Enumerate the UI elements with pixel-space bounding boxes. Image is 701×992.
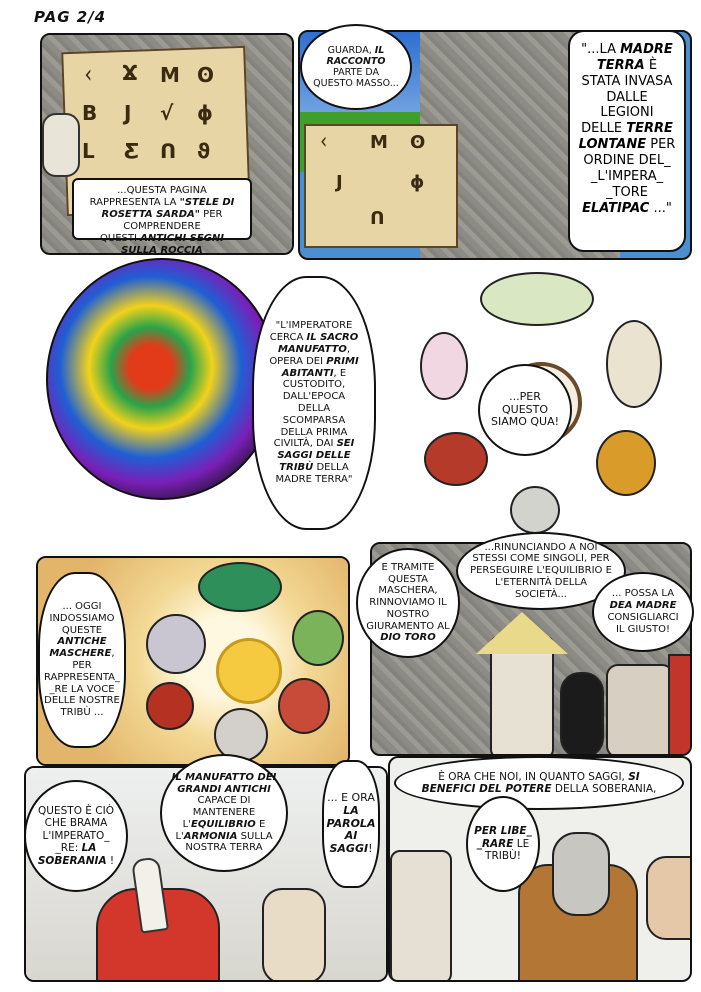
speech-bubble-parola-ai-saggi: ... E ORA LA PAROLA AI SAGGI!: [322, 760, 380, 888]
sage-right: [606, 664, 674, 756]
glyph-3: M: [160, 63, 180, 87]
glyph-f: ᑎ: [370, 208, 385, 229]
glyph-d: J: [336, 172, 343, 193]
mask-bottom: [510, 486, 560, 534]
glyph-4: ʘ: [197, 63, 215, 87]
glyph-11: ᑎ: [160, 139, 177, 163]
sun-center: [216, 638, 282, 704]
glyph-7: √: [160, 101, 174, 125]
glyph-1: ᚲ: [82, 63, 94, 87]
mask-left: [420, 332, 468, 400]
glyph-b: M: [370, 132, 388, 153]
speech-bubble-manufatto: IL MANUFATTO DEI GRANDI ANTICHI CAPACE DI MANTENERE L'EQUILIBRIO E L'ARMONIA SULLA NOSTRA TERRA: [160, 754, 288, 872]
glyph-10: Ƹ: [124, 139, 140, 163]
mask-left-red: [146, 614, 206, 674]
glyph-a: ᚲ: [318, 132, 329, 153]
page-number: PAG 2/4: [34, 8, 107, 26]
mask-right: [606, 320, 662, 408]
sage-hat-left: [390, 850, 452, 982]
mask-top: [480, 272, 594, 326]
glyph-e: ϕ: [410, 172, 425, 193]
glyph-6: J: [124, 101, 132, 125]
mask-lower-right-red: [278, 678, 330, 734]
speech-bubble-dea-madre: ... POSSA LA DEA MADRE CONSIGLIARCI IL GIUSTO!: [592, 572, 694, 652]
mask-lower-left-red: [146, 682, 194, 730]
sage-left-hat: [476, 612, 568, 654]
speech-bubble-benefici: È ORA CHE NOI, IN QUANTO SAGGI, SI BENEFICI DEL POTERE DELLA SOBERANIA,: [394, 756, 684, 810]
speech-bubble-soberania: QUESTO È CIÒ CHE BRAMA L'IMPERATO_ _RE: LA SOBERANIA !: [24, 780, 128, 892]
bird-mask-right: [646, 856, 692, 940]
sage-dark: [560, 672, 604, 756]
speech-bubble-per-questo: ...PER QUESTO SIAMO QUA!: [478, 364, 572, 456]
speech-bubble-liberare: PER LIBE_ _RARE LE TRIBÙ!: [466, 796, 540, 892]
speech-bubble-oggi: ... OGGI INDOSSIAMO QUESTE ANTICHE MASCHERE, PER RAPPRESENTA_ _RE LA VOCE DELLE NOSTRE TRIBÙ ...: [38, 572, 126, 748]
mask-right-green: [292, 610, 344, 666]
mask-lower-left: [424, 432, 488, 486]
glyph-8: ϕ: [197, 101, 213, 125]
speech-bubble-guarda: GUARDA, IL RACCONTO PARTE DA QUESTO MASSO...: [300, 24, 412, 110]
panel-3-vision-circle: [46, 258, 278, 500]
speech-bubble-rinunciando: ...RINUNCIANDO A NOI STESSI COME SINGOLI, PER PERSEGUIRE L'EQUILIBRIO E L'ETERNITÀ DELLA SOCIETÀ...: [456, 532, 626, 610]
glyph-12: ϑ: [197, 139, 211, 163]
face-mask-center: [552, 832, 610, 916]
glyph-5: B: [82, 101, 98, 125]
glyph-2: Ϫ: [122, 61, 138, 85]
red-garment: [668, 654, 692, 756]
sage-left: [490, 636, 554, 756]
glyph-c: ʘ: [410, 132, 426, 153]
mask-figure-right: [262, 888, 326, 982]
speech-bubble-tramite: E TRAMITE QUESTA MASCHERA, RINNOVIAMO IL NOSTRO GIURAMENTO AL DIO TORO: [356, 548, 460, 658]
mask-lower-right: [596, 430, 656, 496]
glyph-9: L: [82, 139, 95, 163]
thumb: [42, 113, 80, 177]
speech-bubble-imperatore: "L'IMPERATORE CERCA IL SACRO MANUFATTO, OPERA DEI PRIMI ABITANTI, E CUSTODITO, DALL'EPOCA DELLA SCOMPARSA DELLA PRIMA CIVILTÀ, DAI SEI SAGGI DELLE TRIBÙ DELLA MADRE TERRA": [252, 276, 376, 530]
caption-rosetta: ...QUESTA PAGINA RAPPRESENTA LA "STELE DI ROSETTA SARDA" PER COMPRENDERE QUESTI ANTICHI SEGNI SULLA ROCCIA: [72, 178, 252, 240]
bowl-mask-top: [198, 562, 282, 612]
scroll-madre-terra: "...LA MADRE TERRA È STATA INVASA DALLE LEGIONI DELLE TERRE LONTANE PER ORDINE DEL_ _L'IMPERA_ _TORE ELATIPAC ...": [568, 30, 686, 252]
